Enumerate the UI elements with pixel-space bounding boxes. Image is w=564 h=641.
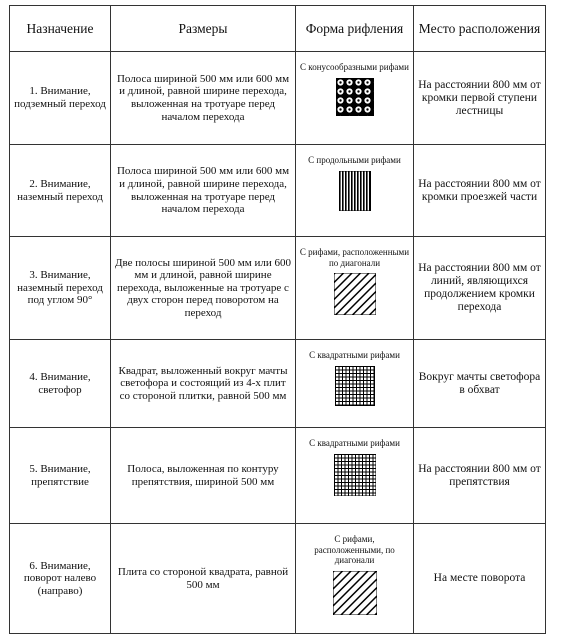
grid-icon: [335, 366, 375, 406]
tactile-tiles-table: [9, 5, 546, 634]
purpose-cell: 6. Внимание, поворот налево (направо): [10, 524, 111, 634]
location-cell: На расстоянии 800 мм от препятствия: [414, 428, 546, 524]
size-cell: Полоса, выложенная по контуру препятствия, шириной 500 мм: [111, 428, 296, 524]
header-purpose: Назначение: [10, 6, 111, 52]
table-row: [10, 340, 546, 428]
location-cell: На месте поворота: [414, 524, 546, 634]
pattern-cell: [296, 524, 414, 634]
cone-dots-icon: [336, 78, 374, 116]
purpose-cell: 4. Внимание, светофор: [10, 340, 111, 428]
size-cell: Квадрат, выложенный вокруг мачты светофора и состоящий из 4-х плит со стороной плитки, равной 500 мм: [111, 340, 296, 428]
pattern-label: С квадратными рифами: [309, 350, 400, 360]
table-row: [10, 428, 546, 524]
header-pattern: Форма рифления: [296, 6, 414, 52]
diagonal-lines-icon: [333, 571, 377, 615]
location-cell: На расстоянии 800 мм от линий, являющихся продолжением кромки перехода: [414, 237, 546, 340]
table-row: [10, 145, 546, 237]
pattern-cell: [296, 237, 414, 340]
size-cell: Полоса шириной 500 мм или 600 мм и длиной, равной ширине перехода, выложенная на тротуаре перед началом перехода: [111, 145, 296, 237]
purpose-cell: 1. Внимание, подземный переход: [10, 52, 111, 145]
vertical-lines-icon: [339, 171, 371, 211]
diagonal-lines-icon: [334, 273, 376, 315]
pattern-label: С рифами, расположенными по диагонали: [299, 247, 410, 268]
pattern-label: С конусообразными рифами: [300, 62, 409, 72]
size-cell: Полоса шириной 500 мм или 600 мм и длиной, равной ширине перехода, выложенная на тротуаре перед началом перехода: [111, 52, 296, 145]
size-cell: Две полосы шириной 500 мм или 600 мм и длиной, равной ширине перехода, выложенные на тротуаре с двух сторон перед поворотом на переход: [111, 237, 296, 340]
pattern-label: С рифами, расположенными, по диагонали: [314, 534, 395, 565]
pattern-cell: [296, 52, 414, 145]
pattern-cell: [296, 340, 414, 428]
purpose-cell: 5. Внимание, препятствие: [10, 428, 111, 524]
pattern-label: С квадратными рифами: [309, 438, 400, 448]
table-row: [10, 52, 546, 145]
purpose-cell: 3. Внимание, наземный переход под углом 90°: [10, 237, 111, 340]
grid-icon: [334, 454, 376, 496]
location-cell: Вокруг мачты светофора в обхват: [414, 340, 546, 428]
pattern-cell: [296, 428, 414, 524]
purpose-cell: 2. Внимание, наземный переход: [10, 145, 111, 237]
pattern-cell: [296, 145, 414, 237]
location-cell: На расстоянии 800 мм от кромки проезжей части: [414, 145, 546, 237]
pattern-label: С продольными рифами: [308, 155, 401, 165]
header-size: Размеры: [111, 6, 296, 52]
header-row: [10, 6, 546, 52]
location-cell: На расстоянии 800 мм от кромки первой ступени лестницы: [414, 52, 546, 145]
table-row: [10, 237, 546, 340]
size-cell: Плита со стороной квадрата, равной 500 мм: [111, 524, 296, 634]
table-row: [10, 524, 546, 634]
header-location: Место расположения: [414, 6, 546, 52]
